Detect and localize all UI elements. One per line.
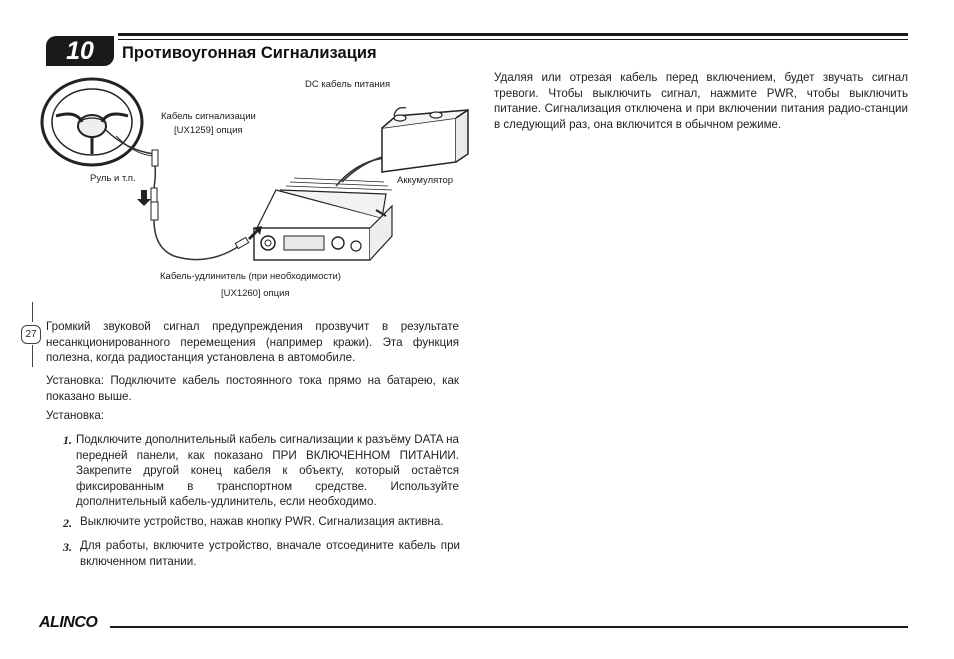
steering-wheel-icon: [42, 79, 142, 165]
right-paragraph: Удаляя или отрезая кабель перед включением, будет звучать сигнал тревоги. Чтобы выключить сигнал, нажмите PWR, чтобы выключить питание. Сигнализация отключена и при включении питания радио-станции в следующий раз, она включится в обычном режиме.: [494, 71, 908, 131]
setup-heading: Установка:: [46, 409, 105, 422]
label-steering-wheel: Руль и т.п.: [90, 173, 136, 184]
step-text: Для работы, включите устройство, вначале отсоедините кабель при включенном питании.: [80, 539, 460, 568]
arrow-down-icon: [137, 190, 151, 206]
step-text: Подключите дополнительный кабель сигнализации к разъёму DATA на передней панели, как показано ПРИ ВКЛЮЧЕННОМ ПИТАНИИ. Закрепите другой конец кабеля к объекту, который остаётся фиксированным в транспортном средстве. Используйте дополнительный кабель-удлинитель, если необходимо.: [76, 433, 459, 508]
installation-diagram: [36, 66, 476, 306]
intro-paragraph: Громкий звуковой сигнал предупреждения прозвучит в результате несанкционированного перемещения (например кражи). Эта функция полезна, когда радиостанция установлена в автомобиле.: [46, 320, 459, 364]
step-number: 1.: [63, 433, 72, 447]
margin-line-top: [32, 302, 33, 322]
label-alarm-cable-option: [UX1259] опция: [174, 125, 243, 136]
step-number: 3.: [63, 540, 72, 554]
battery-icon: [382, 108, 468, 172]
label-battery: Аккумулятор: [397, 175, 454, 186]
radio-transceiver-icon: [254, 178, 392, 260]
label-extension-cable: Кабель-удлинитель (при необходимости): [160, 271, 341, 282]
chapter-number: 10: [46, 36, 114, 66]
margin-line-bottom: [32, 345, 33, 367]
header-rule: [118, 33, 908, 36]
header-rule-thin: [118, 39, 908, 40]
step-number: 2.: [63, 516, 72, 530]
setup-note: Установка: Подключите кабель постоянного тока прямо на батарею, как показано выше.: [46, 374, 459, 403]
step-text: Выключите устройство, нажав кнопку PWR. Сигнализация активна.: [80, 515, 444, 528]
alarm-connector-icon: [152, 150, 158, 166]
label-dc-cable: DC кабель питания: [305, 79, 391, 90]
extension-connector-icon: [151, 202, 158, 220]
brand-logo: ALINCO: [39, 614, 98, 631]
footer-rule: [110, 626, 908, 628]
page-title: Противоугонная Сигнализация: [122, 44, 377, 62]
label-alarm-cable: Кабель сигнализации: [161, 111, 256, 122]
page-number: 27: [21, 325, 41, 344]
label-extension-cable-option: [UX1260] опция: [221, 288, 290, 299]
